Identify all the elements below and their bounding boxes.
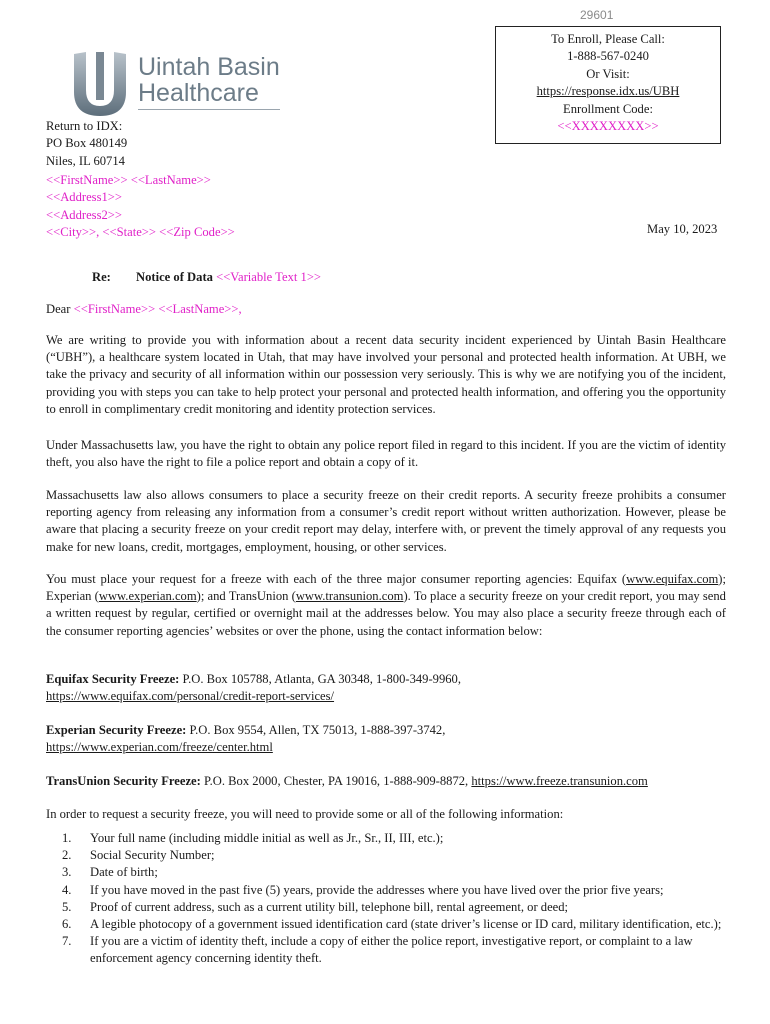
salutation xyxy=(46,302,242,317)
list-item-text: If you have moved in the past five (5) years, provide the addresses where you have lived over the prior five years; xyxy=(90,882,664,897)
list-item-number: 1. xyxy=(62,831,72,845)
list-item-text: Proof of current address, such as a current utility bill, telephone bill, rental agreement, or deed; xyxy=(90,899,569,914)
document-number: 29601 xyxy=(580,8,614,22)
transunion-freeze-link[interactable]: https://www.freeze.transunion.com xyxy=(471,774,648,788)
list-item-text: Social Security Number; xyxy=(90,848,215,863)
list-item xyxy=(46,933,736,967)
experian-freeze-link[interactable]: https://www.experian.com/freeze/center.html xyxy=(46,740,273,755)
list-item xyxy=(46,847,736,864)
list-item-number: 2. xyxy=(62,848,72,863)
request-requirements-list xyxy=(46,830,736,968)
paragraph-security-freeze: Massachusetts law also allows consumers to place a security freeze on their credit reports. A security freeze prohibits a consumer reporting agency from releasing any information from a consumer’s credit report without written authorization. However, please be aware that placing a security freeze on your credit report may delay, interfere with, or prevent the timely approval of any requests you make for new loans, credit, mortgages, employment, housing, or other services. xyxy=(46,488,726,554)
logo-mark-icon xyxy=(70,50,130,118)
equifax-details: P.O. Box 105788, Atlanta, GA 30348, 1-800-349-9960, xyxy=(182,672,461,686)
salutation-prefix: Dear xyxy=(46,302,71,316)
letter-date: May 10, 2023 xyxy=(647,222,718,236)
recipient-name: <<FirstName>> <<LastName>> xyxy=(46,173,211,187)
transunion-details: P.O. Box 2000, Chester, PA 19016, 1-888-909-8872, xyxy=(203,774,469,788)
enroll-code-value: <<XXXXXXXX>> xyxy=(557,119,659,134)
enroll-call-label: To Enroll, Please Call: xyxy=(551,32,665,46)
enroll-code-label: Enrollment Code: xyxy=(563,101,653,116)
re-subject xyxy=(136,270,321,285)
list-item-number: 5. xyxy=(62,899,72,914)
list-item-number: 7. xyxy=(62,934,72,949)
transunion-site-link[interactable]: www.transunion.com xyxy=(295,589,404,604)
list-item xyxy=(46,830,736,847)
logo-line2: Healthcare xyxy=(138,79,259,107)
enroll-url-link[interactable]: https://response.idx.us/UBH xyxy=(536,84,680,99)
enroll-visit-label: Or Visit: xyxy=(586,66,630,81)
experian-freeze-block xyxy=(46,722,445,757)
return-address xyxy=(46,118,127,170)
paragraph-freeze-request xyxy=(46,571,726,640)
uintah-basin-logo xyxy=(70,50,285,120)
recipient-address2: <<Address2>> xyxy=(46,207,122,222)
list-item-number: 3. xyxy=(62,865,72,880)
return-line1: Return to IDX: xyxy=(46,119,123,133)
equifax-label: Equifax Security Freeze: xyxy=(46,672,180,686)
paragraph-intro: We are writing to provide you with information about a recent data security incident experienced by Uintah Basin Healthcare (“UBH”), a healthcare system located in Utah, that may have involved your personal and protected health information. At UBH, we take the privacy and security of all information within our possession very seriously. This is why we are notifying you of the incident, providing you with steps you can take to help protect your personal and protected health information, and offering you the opportunity to enroll in complimentary credit monitoring and identity protection services. xyxy=(46,333,726,416)
recipient-city-line: <<City>>, <<State>> <<Zip Code>> xyxy=(46,225,235,240)
p4-text-b: ); Experian ( xyxy=(46,572,726,604)
p4-text-d: ). To place a security freeze on your credit report, you may send a written request by regular, certified or overnight mail at the addresses below. You may also place a security freeze through each of the consumer reporting agencies’ websites or over the phone, using the contact information below: xyxy=(46,589,726,638)
recipient-address1: <<Address1>> xyxy=(46,190,122,205)
experian-site-link[interactable]: www.experian.com xyxy=(98,589,197,604)
request-intro: In order to request a security freeze, you will need to provide some or all of the following information: xyxy=(46,807,564,821)
return-line2: PO Box 480149 xyxy=(46,136,128,151)
list-item-text: A legible photocopy of a government issued identification card (state driver’s license or ID card, military identification, etc.); xyxy=(90,917,722,932)
p4-text-a: You must place your request for a freeze with each of the three major consumer reporting agencies: Equifax ( xyxy=(46,572,627,586)
enrollment-box xyxy=(495,26,721,144)
return-line3: Niles, IL 60714 xyxy=(46,153,125,168)
list-item xyxy=(46,864,736,881)
re-label: Re: xyxy=(92,270,111,284)
transunion-label: TransUnion Security Freeze: xyxy=(46,774,201,788)
equifax-freeze-block xyxy=(46,671,461,706)
list-item xyxy=(46,882,736,899)
equifax-freeze-link[interactable]: https://www.equifax.com/personal/credit-report-services/ xyxy=(46,689,335,704)
list-item xyxy=(46,916,736,933)
experian-label: Experian Security Freeze: xyxy=(46,723,187,737)
p4-text-c: ); and TransUnion ( xyxy=(196,589,296,604)
logo-rule xyxy=(138,109,280,110)
list-item-text: Your full name (including middle initial as well as Jr., Sr., II, III, etc.); xyxy=(90,831,444,845)
salutation-name: <<FirstName>> <<LastName>>, xyxy=(73,302,242,316)
re-variable-text: <<Variable Text 1>> xyxy=(216,270,322,284)
equifax-site-link[interactable]: www.equifax.com xyxy=(626,572,719,586)
list-item-text: If you are a victim of identity theft, include a copy of either the police report, investigative report, or complaint to a law enforcement agency concerning identity theft. xyxy=(90,934,693,966)
experian-details: P.O. Box 9554, Allen, TX 75013, 1-888-397-3742, xyxy=(189,723,446,737)
list-item-number: 6. xyxy=(62,917,72,932)
list-item-text: Date of birth; xyxy=(90,865,158,880)
logo-line1: Uintah Basin xyxy=(138,53,280,81)
recipient-address xyxy=(46,172,235,242)
list-item-number: 4. xyxy=(62,882,72,897)
paragraph-police-report: Under Massachusetts law, you have the right to obtain any police report filed in regard to this incident. If you are the victim of identity theft, you also have the right to file a police report and obtain a copy of it. xyxy=(46,438,726,470)
re-subject-text: Notice of Data xyxy=(136,270,213,284)
enroll-phone: 1-888-567-0240 xyxy=(567,49,649,64)
transunion-freeze-block xyxy=(46,773,648,790)
list-item xyxy=(46,899,736,916)
